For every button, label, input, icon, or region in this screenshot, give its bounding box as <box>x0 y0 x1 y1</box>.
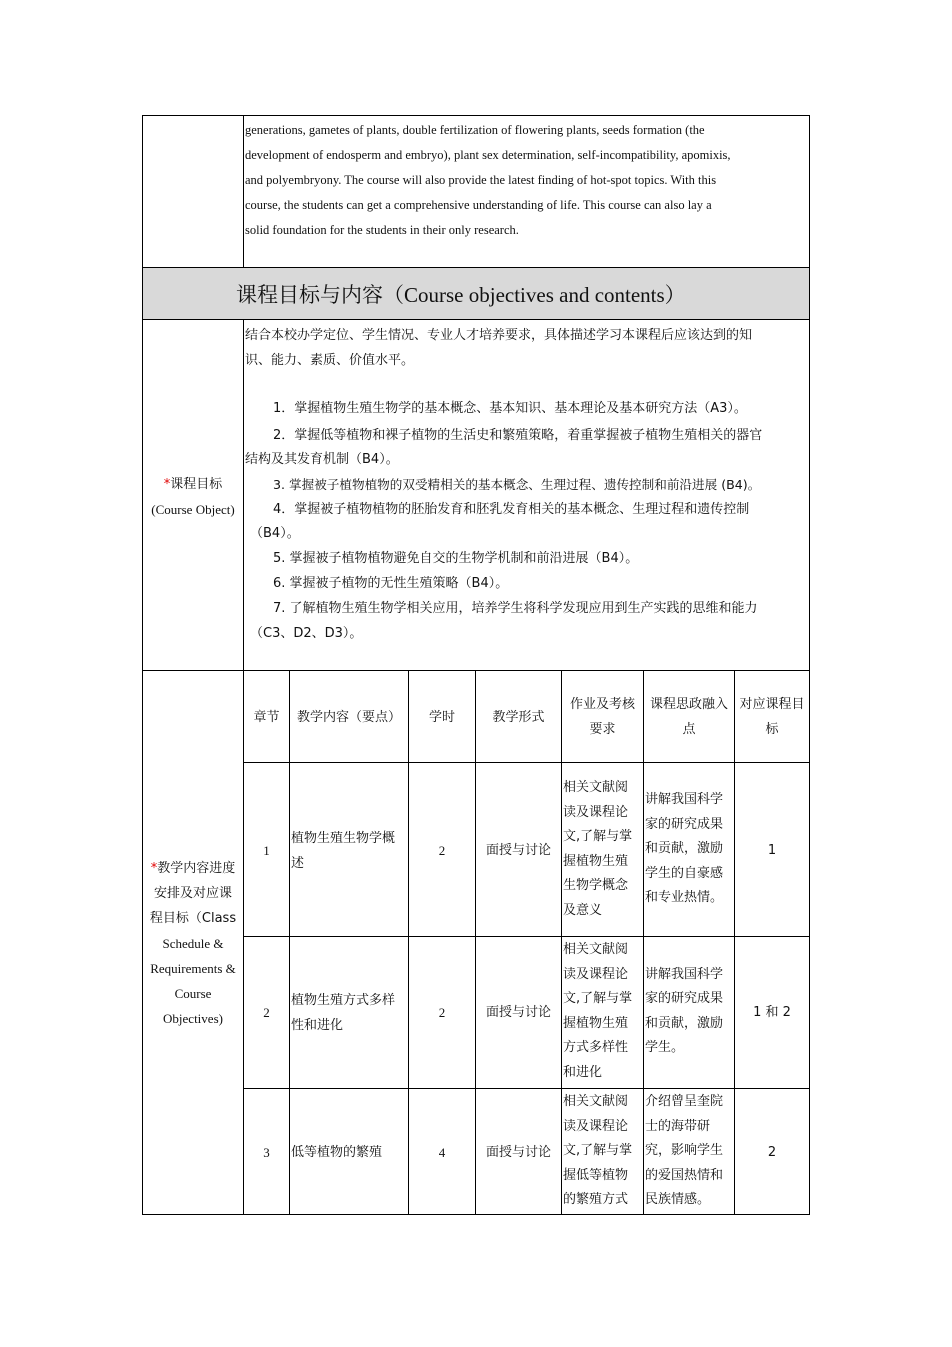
cell-content-line: 植物生殖生物学概 <box>291 831 396 846</box>
header-ideology <box>644 692 734 742</box>
cell-homework-line: 握低等植物 <box>563 1168 629 1183</box>
cell-homework-line: 读及课程论 <box>563 967 629 982</box>
cell-content-line: 性和进化 <box>291 1018 344 1033</box>
cell-ideology-line: 和专业热情。 <box>645 890 724 905</box>
cell-chapter: 1 <box>263 843 270 858</box>
header-homework-line: 要求 <box>589 722 616 737</box>
sched-row-line-2 <box>243 936 810 937</box>
cell-homework-line: 文,了解与掌 <box>563 991 633 1006</box>
schedule-label <box>143 856 243 1031</box>
objective-item: 结构及其发育机制（B4）。 <box>245 452 399 467</box>
header-hours: 学时 <box>428 710 455 725</box>
sched-col-line-3 <box>475 670 476 1215</box>
header-ideology-line: 课程思政融入 <box>649 697 728 712</box>
objective-item: 7. 了解植物生殖生物学相关应用，培养学生将科学发现应用到生产实践的思维和能力 <box>273 601 758 616</box>
cell-homework-line: 读及课程论 <box>563 805 629 820</box>
sched-row-line-3 <box>243 1088 810 1089</box>
cell-hours: 2 <box>438 843 446 858</box>
cell-ideology-line: 士的海带研 <box>645 1119 711 1134</box>
header-chapter: 章节 <box>253 710 280 725</box>
cell-ideology-line: 讲解我国科学 <box>645 967 724 982</box>
cell-homework-line: 相关文献阅 <box>563 780 629 795</box>
cell-homework-line: 和进化 <box>563 1065 603 1080</box>
objective-item: （B4）。 <box>250 526 300 541</box>
intro-line: generations, gametes of plants, double fertilization of flowering plants, seeds formation (the <box>245 123 705 137</box>
required-star: * <box>163 477 171 492</box>
cell-homework-line: 相关文献阅 <box>563 1094 629 1109</box>
objective-item: 1．掌握植物生殖生物学的基本概念、基本知识、基本理论及基本研究方法（A3）。 <box>273 401 747 416</box>
intro-line: development of endosperm and embryo), plant sex determination, self-incompatibility, apomixis, <box>245 148 731 162</box>
cell-homework-line: 读及课程论 <box>563 1119 629 1134</box>
schedule-label-line: Schedule & <box>162 936 224 951</box>
section-header-en: （Course objectives and contents） <box>383 283 686 307</box>
intro-line: course, the students can get a comprehensive understanding of life. This course can also lay a <box>245 198 712 212</box>
border-right <box>809 115 810 1215</box>
cell-homework-line: 文,了解与掌 <box>563 829 633 844</box>
cell-homework-line: 相关文献阅 <box>563 942 629 957</box>
cell-ideology-line: 的爱国热情和 <box>645 1168 724 1183</box>
cell-homework-line: 方式多样性 <box>563 1040 629 1055</box>
objectives-label <box>143 472 243 522</box>
cell-ideology-line: 家的研究成果 <box>645 817 724 832</box>
cell-objective: 1 和 2 <box>753 1005 791 1020</box>
objectives-label-en: (Course Object) <box>151 502 235 517</box>
objectives-intro-line: 识、能力、素质、价值水平。 <box>245 353 415 368</box>
sched-col-line-4 <box>561 670 562 1215</box>
label-divider-top <box>243 115 244 268</box>
cell-ideology-line: 和贡献，激励 <box>645 841 724 856</box>
schedule-label-line: 程目标（Class <box>149 911 237 926</box>
header-objective <box>735 692 809 742</box>
schedule-label-line: 教学内容进度 <box>157 861 236 876</box>
header-content: 教学内容（要点） <box>296 710 401 725</box>
schedule-label-line: 安排及对应课 <box>153 886 232 901</box>
cell-homework-line: 及意义 <box>563 903 603 918</box>
sched-col-line-6 <box>734 670 735 1215</box>
sched-row-line-1 <box>243 762 810 763</box>
intro-line: and polyembryony. The course will also provide the latest finding of hot-spot topics. With this <box>245 173 717 187</box>
objective-item: 6. 掌握被子植物的无性生殖策略（B4）。 <box>273 576 509 591</box>
cell-ideology-line: 介绍曾呈奎院 <box>645 1094 724 1109</box>
cell-content-line: 述 <box>291 856 305 871</box>
cell-objective: 2 <box>767 1145 777 1160</box>
schedule-label-line: Objectives) <box>163 1011 223 1026</box>
cell-homework-line: 文,了解与掌 <box>563 1143 633 1158</box>
header-objective-line: 标 <box>765 722 779 737</box>
cell-ideology-line: 和贡献，激励 <box>645 1016 724 1031</box>
objectives-label-zh: 课程目标 <box>170 477 223 492</box>
cell-form: 面授与讨论 <box>485 1005 551 1020</box>
header-ideology-line: 点 <box>682 722 696 737</box>
section-header-zh: 课程目标与内容 <box>236 283 383 307</box>
sched-col-line-1 <box>289 670 290 1215</box>
cell-content-line: 低等植物的繁殖 <box>291 1145 383 1160</box>
cell-objective: 1 <box>767 843 777 858</box>
cell-homework-line: 生物学概念 <box>563 878 629 893</box>
cell-ideology-line: 民族情感。 <box>645 1192 711 1207</box>
cell-hours: 4 <box>438 1145 446 1160</box>
header-objective-line: 对应课程目 <box>739 697 805 712</box>
border-left <box>142 115 143 1215</box>
cell-hours: 2 <box>438 1005 446 1020</box>
objective-item: 2．掌握低等植物和裸子植物的生活史和繁殖策略，着重掌握被子植物生殖相关的器官 <box>273 428 763 443</box>
header-form: 教学形式 <box>492 710 545 725</box>
cell-homework-line: 握植物生殖 <box>563 1016 629 1031</box>
objective-item: （C3、D2、D3）。 <box>250 626 363 641</box>
cell-ideology-line: 学生的自豪感 <box>645 866 724 881</box>
objective-item: 3. 掌握被子植物植物的双受精相关的基本概念、生理过程、遗传控制和前沿进展 (B4)。 <box>273 477 761 492</box>
sched-col-line-2 <box>408 670 409 1215</box>
sched-col-line-5 <box>643 670 644 1215</box>
cell-chapter: 3 <box>263 1145 270 1160</box>
objective-item: 4．掌握被子植物植物的胚胎发育和胚乳发育相关的基本概念、生理过程和遗传控制 <box>273 502 750 517</box>
schedule-label-line: Requirements & <box>150 961 236 976</box>
objective-item: 5. 掌握被子植物植物避免自交的生物学机制和前沿进展（B4）。 <box>273 551 639 566</box>
cell-form: 面授与讨论 <box>485 1145 551 1160</box>
cell-ideology-line: 讲解我国科学 <box>645 792 724 807</box>
cell-ideology-line: 学生。 <box>645 1040 685 1055</box>
cell-homework-line: 握植物生殖 <box>563 854 629 869</box>
cell-content-line: 植物生殖方式多样 <box>291 993 396 1008</box>
header-homework-line: 作业及考核 <box>569 697 635 712</box>
label-divider-bottom <box>243 319 244 1215</box>
cell-form: 面授与讨论 <box>485 843 551 858</box>
objectives-intro-line: 结合本校办学定位、学生情况、专业人才培养要求，具体描述学习本课程后应该达到的知 <box>245 328 753 343</box>
header-homework <box>562 692 643 742</box>
intro-line: solid foundation for the students in their only research. <box>245 223 519 237</box>
required-star: * <box>150 861 158 876</box>
schedule-label-line: Course <box>174 986 212 1001</box>
cell-homework-line: 的繁殖方式 <box>563 1192 629 1207</box>
section-header <box>236 282 686 308</box>
cell-ideology-line: 究，影响学生 <box>645 1143 724 1158</box>
cell-ideology-line: 家的研究成果 <box>645 991 724 1006</box>
cell-chapter: 2 <box>263 1005 270 1020</box>
